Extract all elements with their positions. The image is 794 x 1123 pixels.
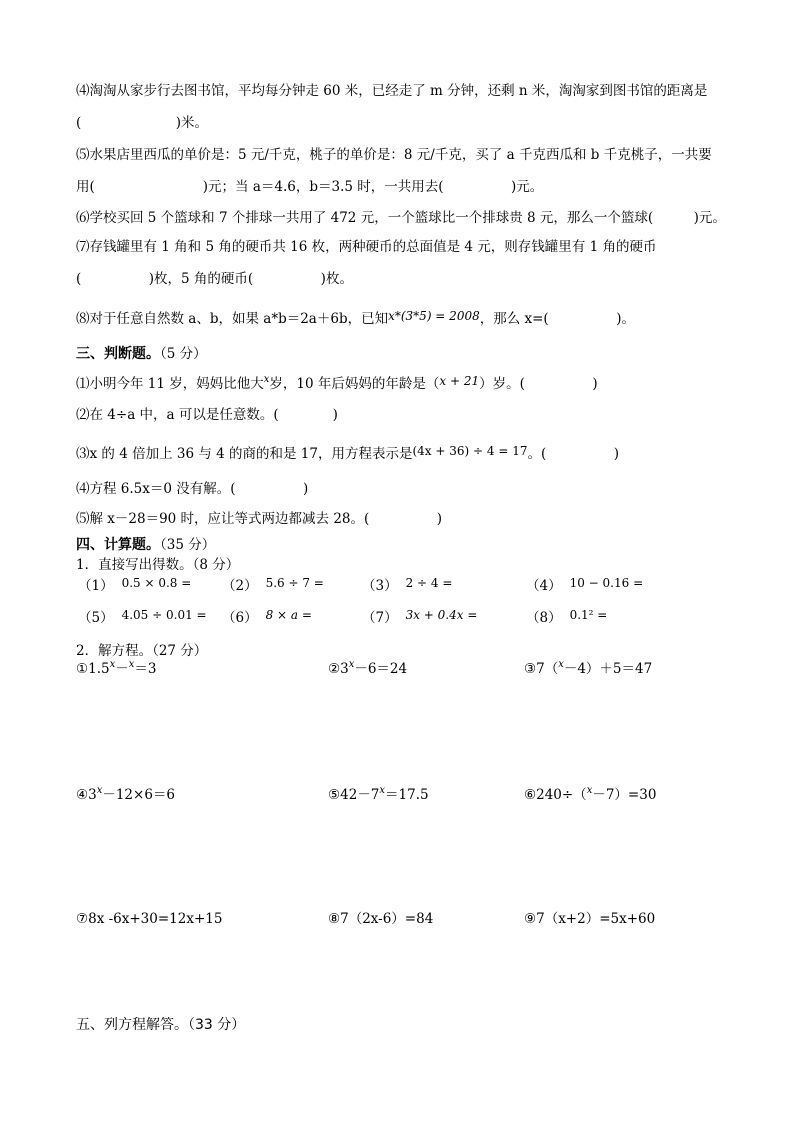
oral-calc-expression: 4.05 ÷ 0.01 = bbox=[121, 608, 207, 622]
s3-item3 bbox=[76, 445, 619, 463]
oral-calc-expression: 0.5 × 0.8 = bbox=[121, 576, 192, 590]
oral-calc-number: （1） bbox=[78, 578, 114, 594]
oral-calc-1 bbox=[78, 577, 191, 595]
oral-calc-expression: 8 × a = bbox=[265, 608, 312, 622]
oral-calc-expression: 3x + 0.4x = bbox=[405, 608, 478, 622]
q2-item7-line1: ⑺存钱罐里有 1 角和 5 角的硬币共 16 枚，两种硬币的总面值是 4 元，则存钱罐里有 1 角的硬币 bbox=[76, 239, 657, 255]
equation-text: －4）＋5＝47 bbox=[563, 661, 653, 677]
oral-calc-number: （6） bbox=[222, 610, 258, 626]
oral-calc-number: （8） bbox=[526, 610, 562, 626]
equation-text: ⑥240÷（ bbox=[524, 787, 587, 803]
s3-item2: ⑵在 4÷a 中，a 可以是任意数。( ) bbox=[76, 407, 338, 423]
oral-calc-3 bbox=[362, 577, 452, 595]
equation-text: ③7（ bbox=[524, 661, 559, 677]
equation-3 bbox=[524, 660, 652, 680]
equation-var: x bbox=[128, 659, 135, 670]
q2-item5-line2: 用( )元；当 a＝4.6，b＝3.5 时，一共用去( )元。 bbox=[76, 179, 544, 195]
s3-item1-expression: x + 21 bbox=[439, 374, 480, 388]
equation-text: ④3 bbox=[76, 787, 97, 803]
s3-item3-expression: (4x + 36) ÷ 4 = 17 bbox=[412, 444, 528, 458]
equation-text: － bbox=[115, 661, 129, 677]
equation-text: －6＝24 bbox=[354, 661, 408, 677]
section4-score: （35 分） bbox=[160, 537, 216, 553]
equation-text: ＝17.5 bbox=[385, 787, 429, 803]
oral-calc-5 bbox=[78, 609, 207, 627]
equation-7: ⑦8x -6x+30=12x+15 bbox=[76, 911, 223, 927]
equation-text: ＝3 bbox=[134, 661, 157, 677]
oral-calc-expression: 2 ÷ 4 = bbox=[405, 576, 453, 590]
equation-5 bbox=[328, 786, 429, 806]
oral-calc-number: （7） bbox=[362, 610, 398, 626]
s4-sub1-heading: 1．直接写出得数。（8 分） bbox=[76, 557, 240, 573]
oral-calc-expression: 5.6 ÷ 7 = bbox=[265, 576, 324, 590]
s3-item5: ⑸解 x－28＝90 时，应让等式两边都减去 28。( ) bbox=[76, 511, 443, 527]
oral-calc-number: （5） bbox=[78, 610, 114, 626]
oral-calc-2 bbox=[222, 577, 324, 595]
equation-8: ⑧7（2x-6）=84 bbox=[328, 911, 434, 927]
equation-var: x bbox=[586, 785, 593, 796]
section4-heading bbox=[76, 536, 215, 554]
q2-item4-line2: ( )米。 bbox=[76, 115, 209, 131]
equation-var: x bbox=[348, 659, 355, 670]
section3-heading bbox=[76, 345, 207, 363]
equation-var: x bbox=[96, 785, 103, 796]
oral-calc-8 bbox=[526, 609, 607, 627]
s3-item1-text-b: 岁，10 年后妈妈的年龄是（ bbox=[269, 376, 440, 392]
equation-4 bbox=[76, 786, 175, 806]
s3-item1-text-c: ）岁。( ) bbox=[479, 376, 598, 392]
q2-item8-expression: x*(3*5) = 2008 bbox=[388, 309, 480, 323]
equation-text: －7）=30 bbox=[592, 787, 657, 803]
oral-calc-7 bbox=[362, 609, 477, 627]
equation-text: ①1.5 bbox=[76, 661, 110, 677]
oral-calc-number: （4） bbox=[526, 578, 562, 594]
section5-heading: 五、列方程解答。（33 分） bbox=[76, 1017, 246, 1033]
q2-item8-text-a: ⑻对于任意自然数 a、b，如果 a*b＝2a＋6b，已知 bbox=[76, 311, 389, 327]
equation-var: x bbox=[558, 659, 564, 670]
s3-item3-text-b: 。( ) bbox=[527, 446, 620, 462]
equation-6 bbox=[524, 786, 656, 806]
s3-item3-text-a: ⑶x 的 4 倍加上 36 与 4 的商的和是 17，用方程表示是 bbox=[76, 446, 413, 462]
section3-title: 三、判断题。 bbox=[76, 346, 160, 362]
s3-item1-text-a: ⑴小明今年 11 岁，妈妈比他大 bbox=[76, 376, 264, 392]
equation-9: ⑨7（x+2）=5x+60 bbox=[524, 911, 656, 927]
q2-item7-line2: ( )枚，5 角的硬币( )枚。 bbox=[76, 271, 353, 287]
q2-item4-line1: ⑷淘淘从家步行去图书馆，平均每分钟走 60 米，已经走了 m 分钟，还剩 n 米，淘淘家到图书馆的距离是 bbox=[76, 83, 708, 99]
q2-item8 bbox=[76, 310, 635, 328]
oral-calc-expression: 10 − 0.16 = bbox=[569, 576, 644, 590]
q2-item5-line1: ⑸水果店里西瓜的单价是：5 元/千克，桃子的单价是：8 元/千克，买了 a 千克西瓜和 b 千克桃子，一共要 bbox=[76, 147, 712, 163]
equation-var: x bbox=[379, 785, 386, 796]
equation-2 bbox=[328, 660, 407, 680]
s3-item4: ⑷方程 6.5x＝0 没有解。( ) bbox=[76, 481, 309, 497]
s3-item1 bbox=[76, 375, 598, 395]
s4-sub2-heading: 2．解方程。（27 分） bbox=[76, 643, 208, 659]
equation-1 bbox=[76, 660, 156, 680]
oral-calc-number: （3） bbox=[362, 578, 398, 594]
s3-item1-var: x bbox=[263, 374, 270, 385]
oral-calc-number: （2） bbox=[222, 578, 258, 594]
section4-title: 四、计算题。 bbox=[76, 537, 160, 553]
q2-item8-text-b: ，那么 x=( )。 bbox=[479, 311, 635, 327]
oral-calc-4 bbox=[526, 577, 643, 595]
equation-var: x bbox=[109, 659, 116, 670]
section3-score: （5 分） bbox=[160, 346, 207, 362]
oral-calc-expression: 0.1² = bbox=[569, 608, 608, 622]
oral-calc-6 bbox=[222, 609, 312, 627]
q2-item6: ⑹学校买回 5 个篮球和 7 个排球一共用了 472 元，一个篮球比一个排球贵 8 元，那么一个篮球( )元。 bbox=[76, 210, 726, 226]
equation-text: ⑤42－7 bbox=[328, 787, 380, 803]
equation-text: －12×6＝6 bbox=[102, 787, 176, 803]
equation-text: ②3 bbox=[328, 661, 349, 677]
